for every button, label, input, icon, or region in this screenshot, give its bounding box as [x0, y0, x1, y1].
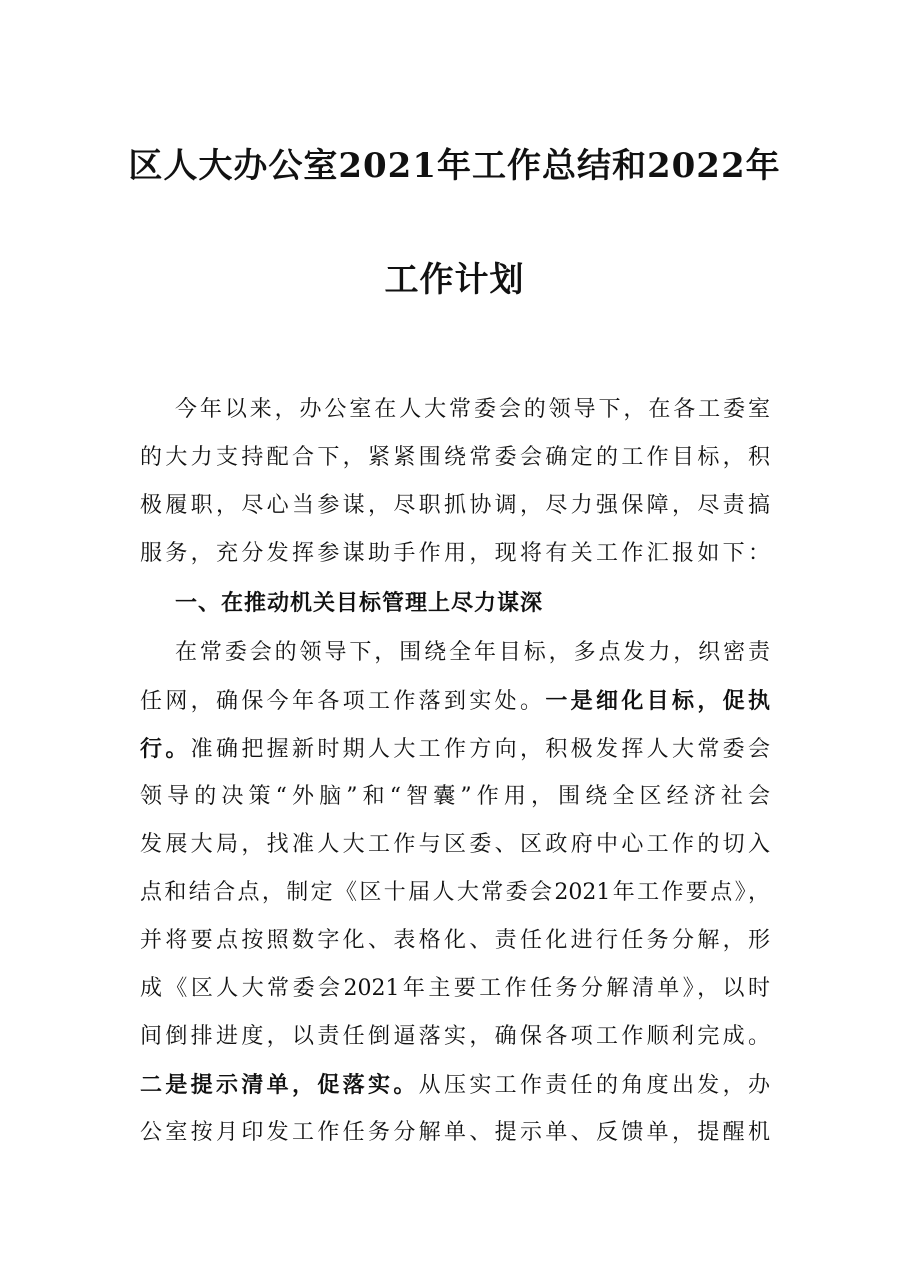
- section-1-line-4: 领导的决策“外脑”和“智囊”作用，围绕全区经济社会: [140, 784, 770, 809]
- section-1-line-7: 并将要点按照数字化、表格化、责任化进行任务分解，形: [140, 928, 770, 953]
- intro-line-4: 服务，充分发挥参谋助手作用，现将有关工作汇报如下：: [140, 541, 770, 566]
- section-1-heading: 一、在推动机关目标管理上尽力谋深: [175, 591, 544, 616]
- point-2-heading: 二是提示清单，促落实。: [140, 1072, 419, 1098]
- point-1-heading: 一是细化目标，促执: [545, 688, 770, 714]
- section-1-line-8: 成《区人大常委会2021年主要工作任务分解清单》，以时: [140, 976, 770, 1001]
- document-title-line-1: 区人大办公室2021年工作总结和2022年: [128, 146, 781, 186]
- section-1-line-2-text: 任网，确保今年各项工作落到实处。: [140, 689, 546, 714]
- section-1-line-2: [140, 686, 770, 716]
- intro-line-1: 今年以来，办公室在人大常委会的领导下，在各工委室: [175, 397, 770, 422]
- section-1-line-10-text: 从压实工作责任的角度出发，办: [418, 1073, 770, 1098]
- section-1-line-9: 间倒排进度，以责任倒逼落实，确保各项工作顺利完成。: [140, 1024, 770, 1049]
- section-1-line-3-text: 准确把握新时期人大工作方向，积极发挥人大常委会: [190, 737, 770, 762]
- section-1-line-11: 公室按月印发工作任务分解单、提示单、反馈单，提醒机: [140, 1120, 770, 1145]
- section-1-line-10: [140, 1070, 770, 1100]
- point-1-heading-end: 行。: [140, 736, 191, 762]
- intro-line-2: 的大力支持配合下，紧紧围绕常委会确定的工作目标，积: [140, 445, 770, 470]
- intro-line-3: 极履职，尽心当参谋，尽职抓协调，尽力强保障，尽责搞: [140, 493, 770, 518]
- section-1-line-6: 点和结合点，制定《区十届人大常委会2021年工作要点》，: [140, 880, 770, 905]
- section-1-line-1: 在常委会的领导下，围绕全年目标，多点发力，织密责: [175, 640, 770, 665]
- document-title-line-2: 工作计划: [384, 260, 525, 300]
- section-1-line-3: [140, 734, 770, 764]
- section-1-line-5: 发展大局，找准人大工作与区委、区政府中心工作的切入: [140, 832, 770, 857]
